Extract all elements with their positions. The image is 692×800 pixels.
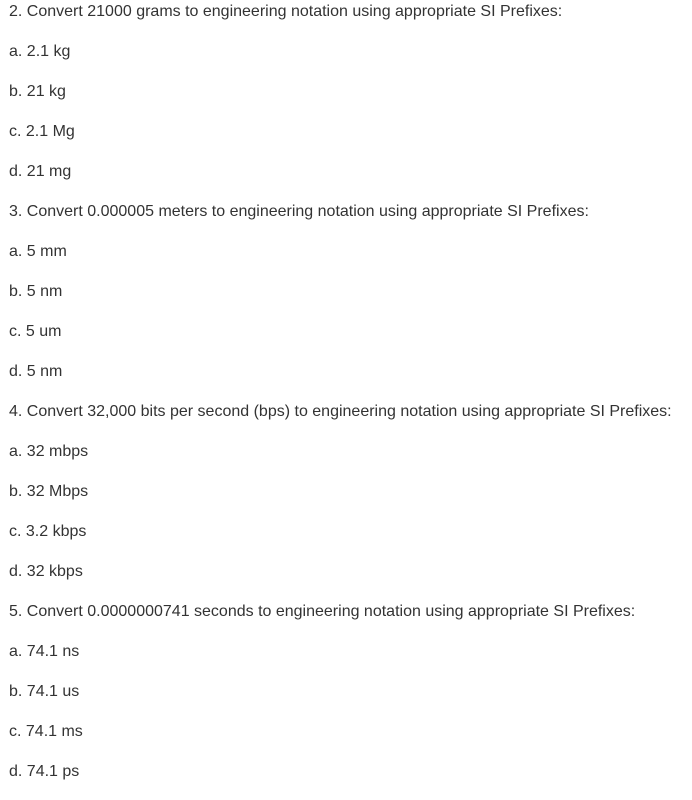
answer-option: c. 2.1 Mg (9, 123, 75, 140)
answer-option: d. 32 kbps (9, 563, 83, 580)
answer-option: c. 74.1 ms (9, 723, 83, 740)
answer-option: a. 2.1 kg (9, 43, 71, 60)
answer-option: b. 21 kg (9, 83, 66, 100)
answer-option: a. 74.1 ns (9, 643, 80, 660)
question-prompt: 5. Convert 0.0000000741 seconds to engineering notation using appropriate SI Prefixes: (9, 603, 636, 620)
question-prompt: 3. Convert 0.000005 meters to engineering notation using appropriate SI Prefixes: (9, 203, 589, 220)
answer-option: b. 5 nm (9, 283, 63, 300)
answer-option: c. 5 um (9, 323, 62, 340)
answer-option: d. 5 nm (9, 363, 63, 380)
answer-option: b. 32 Mbps (9, 483, 89, 500)
answer-option: a. 5 mm (9, 243, 67, 260)
quiz-content (9, 0, 689, 800)
question-prompt: 2. Convert 21000 grams to engineering notation using appropriate SI Prefixes: (9, 3, 563, 20)
answer-option: d. 74.1 ps (9, 763, 80, 780)
answer-option: b. 74.1 us (9, 683, 80, 700)
answer-option: a. 32 mbps (9, 443, 89, 460)
answer-option: c. 3.2 kbps (9, 523, 87, 540)
question-prompt: 4. Convert 32,000 bits per second (bps) to engineering notation using appropriate SI Prefixes: (9, 403, 672, 420)
answer-option: d. 21 mg (9, 163, 72, 180)
